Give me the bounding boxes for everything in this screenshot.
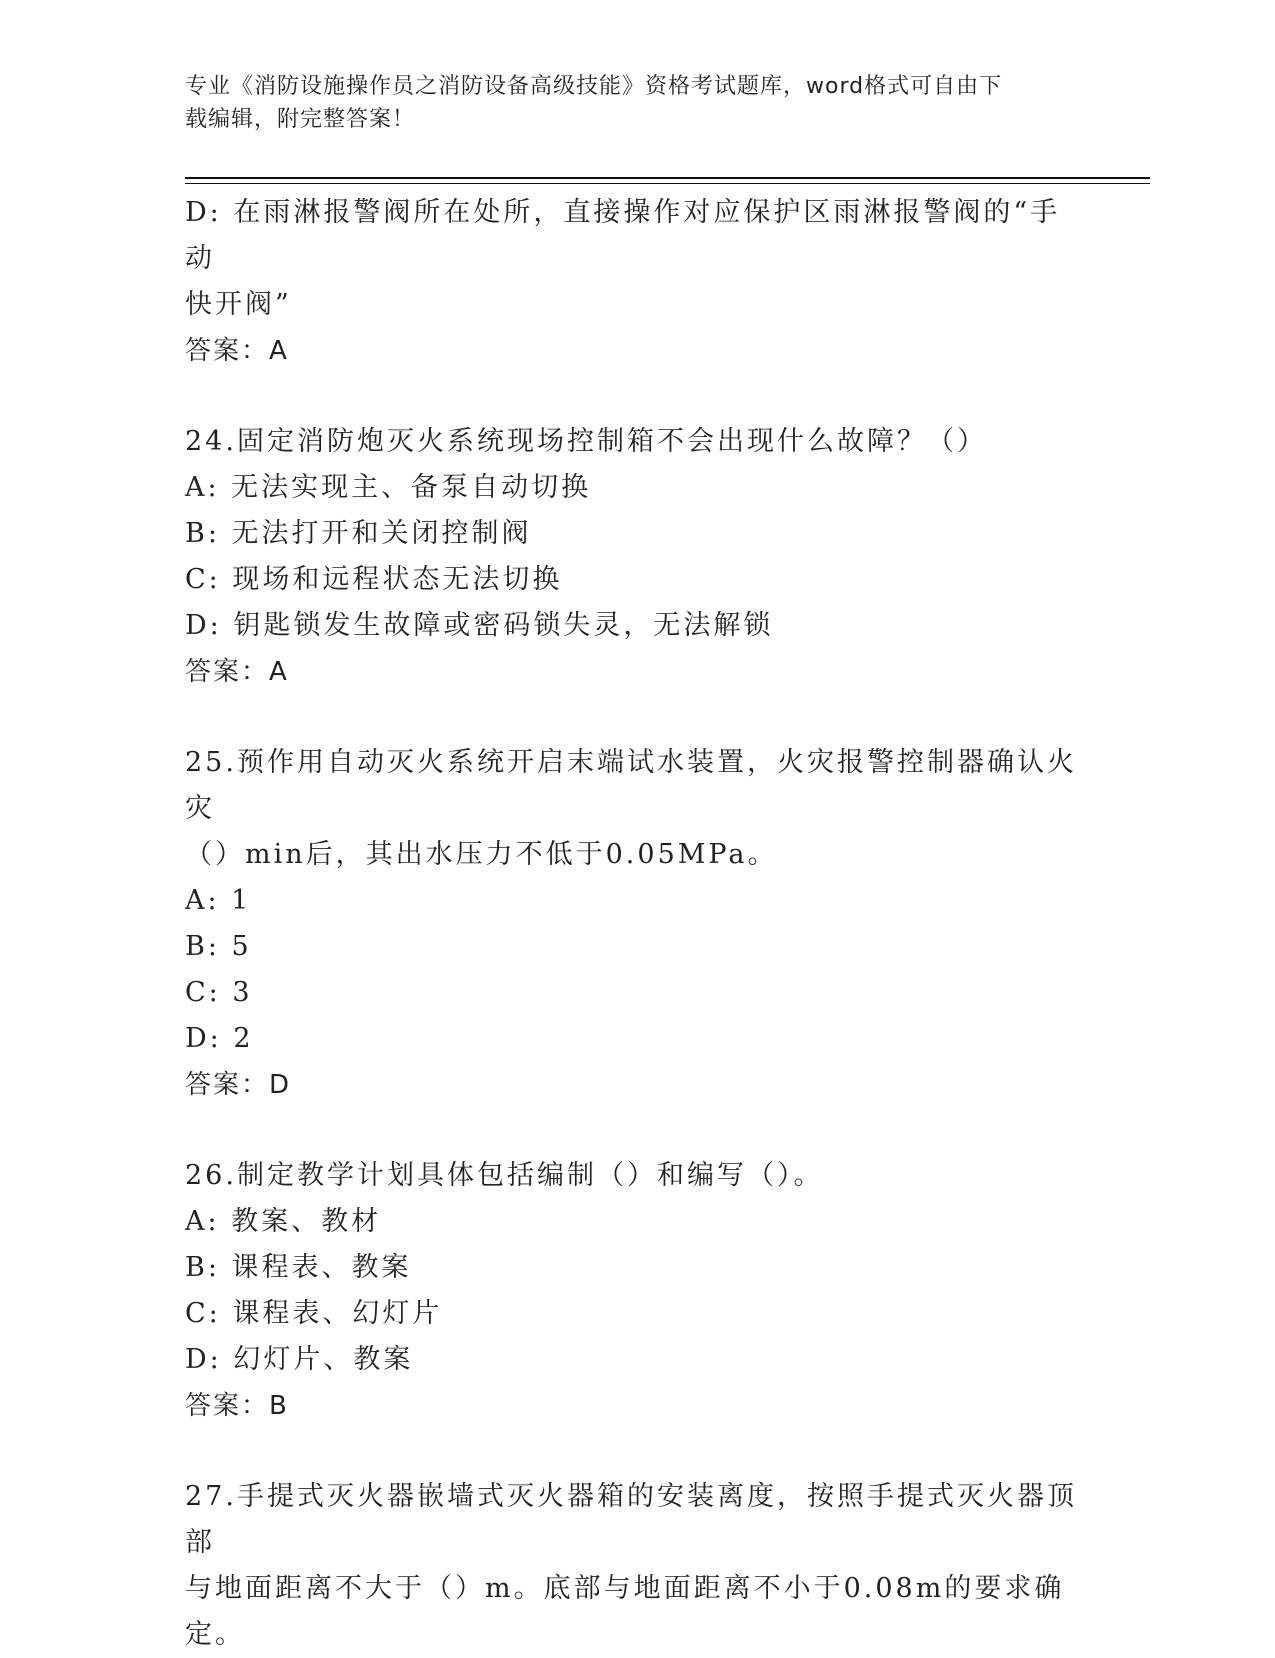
answer: 答案：B (185, 1391, 289, 1421)
option-b: B: 5 (185, 931, 252, 962)
option-c: C: 3 (185, 977, 253, 1008)
question-25 (185, 740, 1085, 1108)
question-stem: 24.固定消防炮灭火系统现场控制箱不会出现什么故障？（） (185, 426, 987, 457)
option-a: A: 1 (185, 885, 252, 916)
header-rule-thick (185, 177, 1150, 179)
header-rule-thin (185, 183, 1150, 184)
question-26 (185, 1153, 1085, 1429)
option-b: B: 无法打开和关闭控制阀 (185, 518, 532, 549)
header-line-2: 载编辑，附完整答案！ (185, 107, 416, 132)
option-a: A: 教案、教材 (185, 1206, 382, 1237)
answer: 答案：A (185, 336, 289, 366)
answer: 答案：D (185, 1070, 292, 1100)
header-line-1: 专业《消防设施操作员之消防设备高级技能》资格考试题库，word格式可自由下 (185, 74, 1003, 99)
question-stem-continued: 与地面距离不大于（）m。底部与地面距离不小于0.08m的要求确定。 (185, 1573, 1065, 1650)
spacer (185, 1108, 1085, 1153)
question-stem-continued: （）min后，其出水压力不低于0.05MPa。 (185, 839, 778, 870)
option-d: D: 幻灯片、教案 (185, 1344, 414, 1375)
option-d: D: 钥匙锁发生故障或密码锁失灵，无法解锁 (185, 610, 774, 641)
spacer (185, 374, 1085, 419)
option-d: D: 在雨淋报警阀所在处所，直接操作对应保护区雨淋报警阀的“手动 (185, 197, 1061, 274)
option-b: B: 课程表、教案 (185, 1252, 412, 1283)
option-a: A: 无法实现主、备泵自动切换 (185, 472, 592, 503)
question-stem: 27.手提式灭火器嵌墙式灭火器箱的安装离度，按照手提式灭火器顶部 (185, 1481, 1077, 1558)
option-d-continued: 快开阀” (185, 289, 292, 320)
option-c: C: 课程表、幻灯片 (185, 1298, 443, 1329)
spacer (185, 1429, 1085, 1474)
question-stem: 25.预作用自动灭火系统开启末端试水装置，火灾报警控制器确认火灾 (185, 747, 1077, 824)
answer: 答案：A (185, 657, 289, 687)
option-c: C: 现场和远程状态无法切换 (185, 564, 563, 595)
document-header (185, 70, 1075, 136)
question-24 (185, 419, 1085, 695)
document-body (185, 190, 1085, 1658)
question-27 (185, 1474, 1085, 1658)
question-23-continuation (185, 190, 1085, 374)
option-d: D: 2 (185, 1023, 254, 1054)
spacer (185, 695, 1085, 740)
question-stem: 26.制定教学计划具体包括编制（）和编写（）。 (185, 1160, 824, 1191)
